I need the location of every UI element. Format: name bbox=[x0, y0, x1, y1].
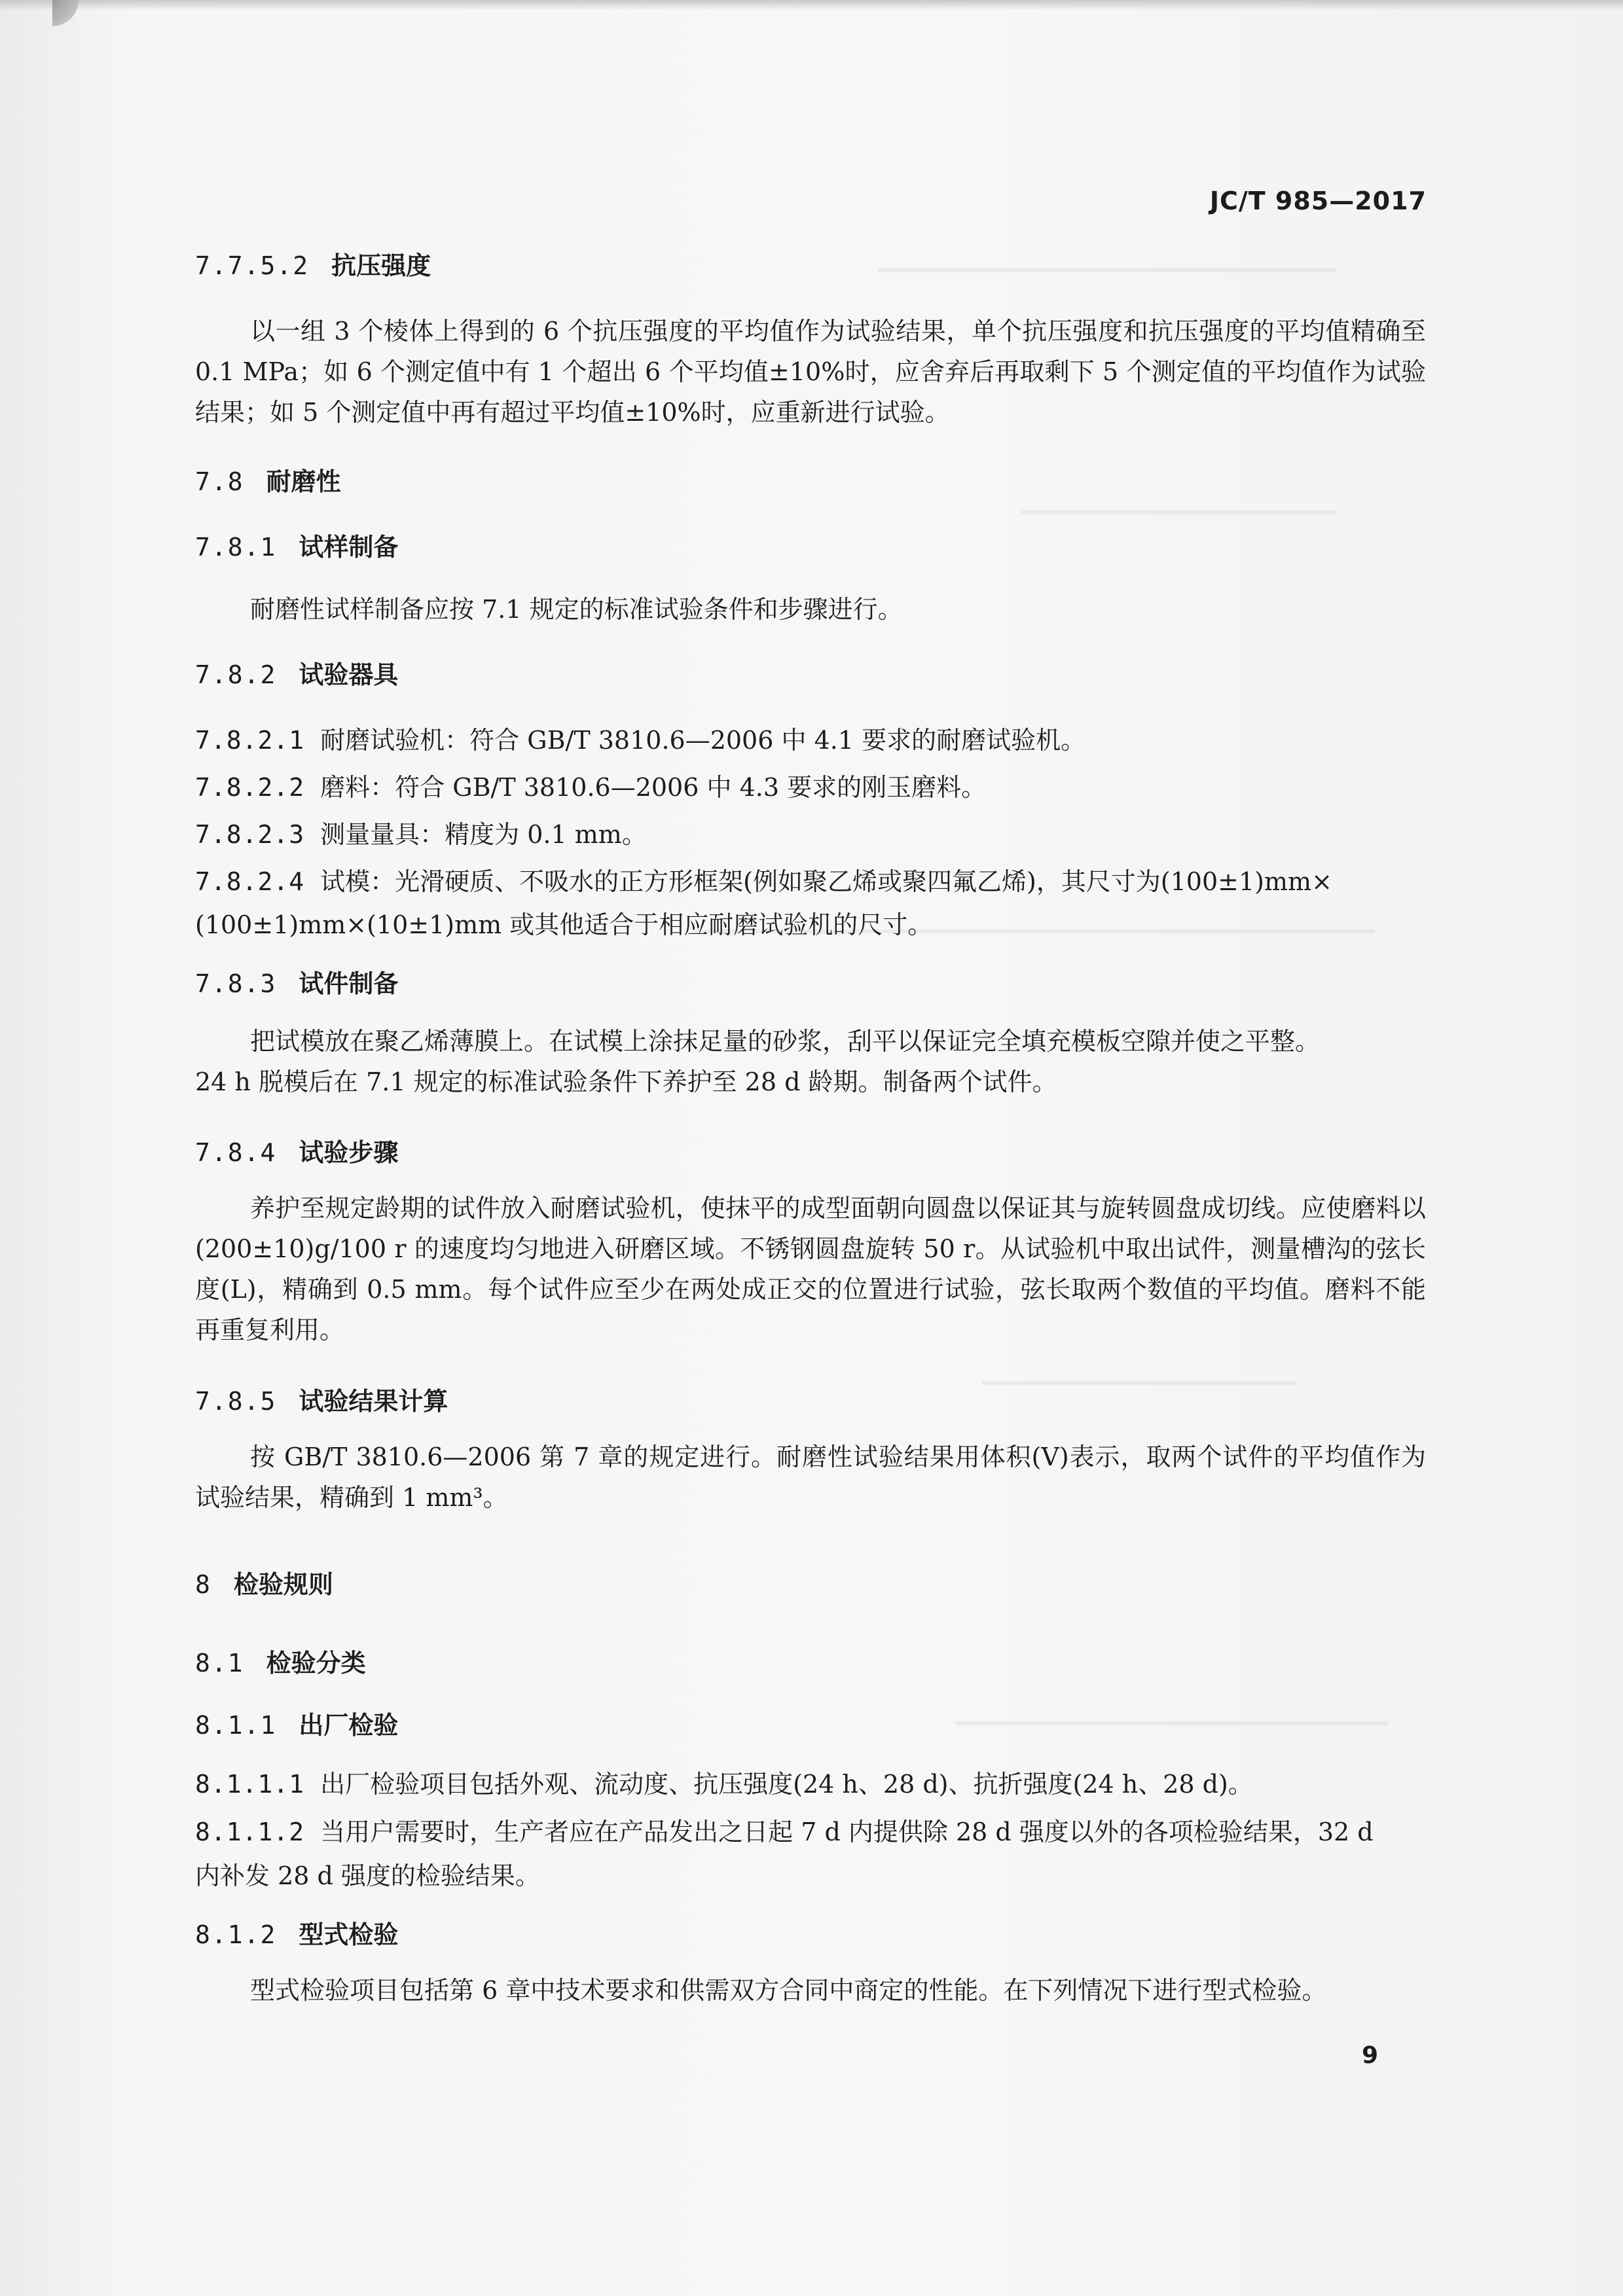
bleed-through-line bbox=[1021, 511, 1336, 514]
scan-top-edge bbox=[0, 0, 1623, 10]
clause-number: 7.8.2.4 bbox=[195, 867, 305, 896]
clause-text: 测量量具：精度为 0.1 mm。 bbox=[320, 820, 647, 849]
heading-title: 试样制备 bbox=[299, 533, 399, 562]
clause-text: 当用户需要时，生产者应在产品发出之日起 7 d 内提供除 28 d 强度以外的各项检验结果，32 d bbox=[320, 1818, 1374, 1846]
heading-7-7-5-2 bbox=[195, 245, 431, 281]
heading-title: 耐磨性 bbox=[266, 467, 341, 496]
heading-title: 检验分类 bbox=[266, 1649, 366, 1677]
clause-number: 7.8.2.1 bbox=[195, 726, 305, 755]
paragraph-7-8-1: 耐磨性试样制备应按 7.1 规定的标准试验条件和步骤进行。 bbox=[250, 595, 903, 624]
clause-text: 磨料：符合 GB/T 3810.6—2006 中 4.3 要求的刚玉磨料。 bbox=[320, 773, 987, 802]
clause-8-1-1-2-continued: 内补发 28 d 强度的检验结果。 bbox=[195, 1861, 540, 1890]
heading-number: 7.7.5.2 bbox=[195, 251, 310, 280]
heading-title: 试验结果计算 bbox=[299, 1387, 448, 1416]
paragraph-7-8-3-continued: 24 h 脱模后在 7.1 规定的标准试验条件下养护至 28 d 龄期。制备两个试件。 bbox=[195, 1067, 1057, 1096]
heading-8-1-2 bbox=[195, 1914, 398, 1950]
heading-7-8-2 bbox=[195, 655, 398, 691]
heading-number: 7.8.3 bbox=[195, 969, 277, 998]
bleed-through-line bbox=[956, 1721, 1388, 1725]
standard-code: JC/T 985—2017 bbox=[1209, 187, 1427, 215]
heading-number: 7.8.4 bbox=[195, 1138, 277, 1167]
heading-8-1 bbox=[195, 1643, 366, 1679]
paragraph-8-1-2: 型式检验项目包括第 6 章中技术要求和供需双方合同中商定的性能。在下列情况下进行型式检验。 bbox=[250, 1976, 1327, 2005]
clause-number: 7.8.2.3 bbox=[195, 820, 305, 849]
heading-number: 7.8.1 bbox=[195, 533, 277, 562]
heading-number: 8.1.1 bbox=[195, 1711, 277, 1740]
heading-title: 型式检验 bbox=[299, 1920, 399, 1949]
heading-7-8-3 bbox=[195, 963, 398, 999]
clause-7-8-2-3 bbox=[195, 814, 647, 850]
heading-7-8 bbox=[195, 461, 341, 497]
heading-number: 8.1.2 bbox=[195, 1920, 277, 1949]
paragraph-7-8-5: 按 GB/T 3810.6—2006 第 7 章的规定进行。耐磨性试验结果用体积(V)表示，取两个试件的平均值作为试验结果，精确到 1 mm³。 bbox=[195, 1443, 1426, 1512]
page-number: 9 bbox=[1362, 2042, 1379, 2069]
heading-title: 试件制备 bbox=[299, 969, 399, 998]
heading-number: 7.8.2 bbox=[195, 660, 277, 689]
paragraph-7-7-5-2: 以一组 3 个棱体上得到的 6 个抗压强度的平均值作为试验结果，单个抗压强度和抗压强度的平均值精确至 0.1 MPa；如 6 个测定值中有 1 个超出 6 个平均值±10%时，应舍弃后再取剩下 5 个测定值的平均值作为试验结果；如 5 个测定值中再有超过平均值±10%时，应重新进行试验。 bbox=[195, 317, 1426, 427]
clause-number: 7.8.2.2 bbox=[195, 773, 305, 802]
heading-number: 7.8 bbox=[195, 467, 244, 496]
heading-8-1-1 bbox=[195, 1705, 398, 1741]
heading-title: 检验规则 bbox=[233, 1570, 333, 1599]
heading-title: 抗压强度 bbox=[331, 251, 431, 280]
bleed-through-line bbox=[982, 1381, 1296, 1385]
clause-7-8-2-2 bbox=[195, 767, 986, 803]
heading-number: 7.8.5 bbox=[195, 1387, 277, 1416]
clause-text: 出厂检验项目包括外观、流动度、抗压强度(24 h、28 d)、抗折强度(24 h、28 d)。 bbox=[320, 1770, 1253, 1799]
clause-8-1-1-1 bbox=[195, 1764, 1253, 1800]
clause-7-8-2-4-continued: (100±1)mm×(10±1)mm 或其他适合于相应耐磨试验机的尺寸。 bbox=[195, 910, 933, 939]
paragraph-7-8-3: 把试模放在聚乙烯薄膜上。在试模上涂抹足量的砂浆，刮平以保证完全填充模板空隙并使之平整。 bbox=[250, 1027, 1321, 1056]
heading-7-8-4 bbox=[195, 1132, 398, 1168]
paragraph-7-8-4: 养护至规定龄期的试件放入耐磨试验机，使抹平的成型面朝向圆盘以保证其与旋转圆盘成切线。应使磨料以(200±10)g/100 r 的速度均匀地进入研磨区域。不锈钢圆盘旋转 50 r。从试验机中取出试件，测量槽沟的弦长度(L)，精确到 0.5 mm。每个试件应至少在两处成正交的位置进行试验，弦长取两个数值的平均值。磨料不能再重复利用。 bbox=[195, 1194, 1426, 1344]
clause-7-8-2-1 bbox=[195, 720, 1085, 756]
clause-number: 8.1.1.2 bbox=[195, 1818, 305, 1846]
clause-number: 8.1.1.1 bbox=[195, 1770, 305, 1799]
clause-text: 耐磨试验机：符合 GB/T 3810.6—2006 中 4.1 要求的耐磨试验机。 bbox=[320, 726, 1086, 755]
heading-7-8-5 bbox=[195, 1381, 448, 1417]
heading-7-8-1 bbox=[195, 527, 398, 563]
clause-8-1-1-2 bbox=[195, 1812, 1374, 1848]
heading-title: 试验步骤 bbox=[299, 1138, 399, 1167]
heading-8 bbox=[195, 1564, 333, 1600]
heading-title: 试验器具 bbox=[299, 660, 399, 689]
heading-number: 8 bbox=[195, 1570, 211, 1599]
clause-7-8-2-4 bbox=[195, 861, 1332, 897]
heading-number: 8.1 bbox=[195, 1649, 244, 1677]
bleed-through-line bbox=[877, 268, 1336, 272]
heading-title: 出厂检验 bbox=[299, 1711, 399, 1740]
clause-text: 试模：光滑硬质、不吸水的正方形框架(例如聚乙烯或聚四氟乙烯)，其尺寸为(100±1)mm× bbox=[320, 867, 1332, 896]
page-corner-shadow bbox=[52, 0, 79, 26]
